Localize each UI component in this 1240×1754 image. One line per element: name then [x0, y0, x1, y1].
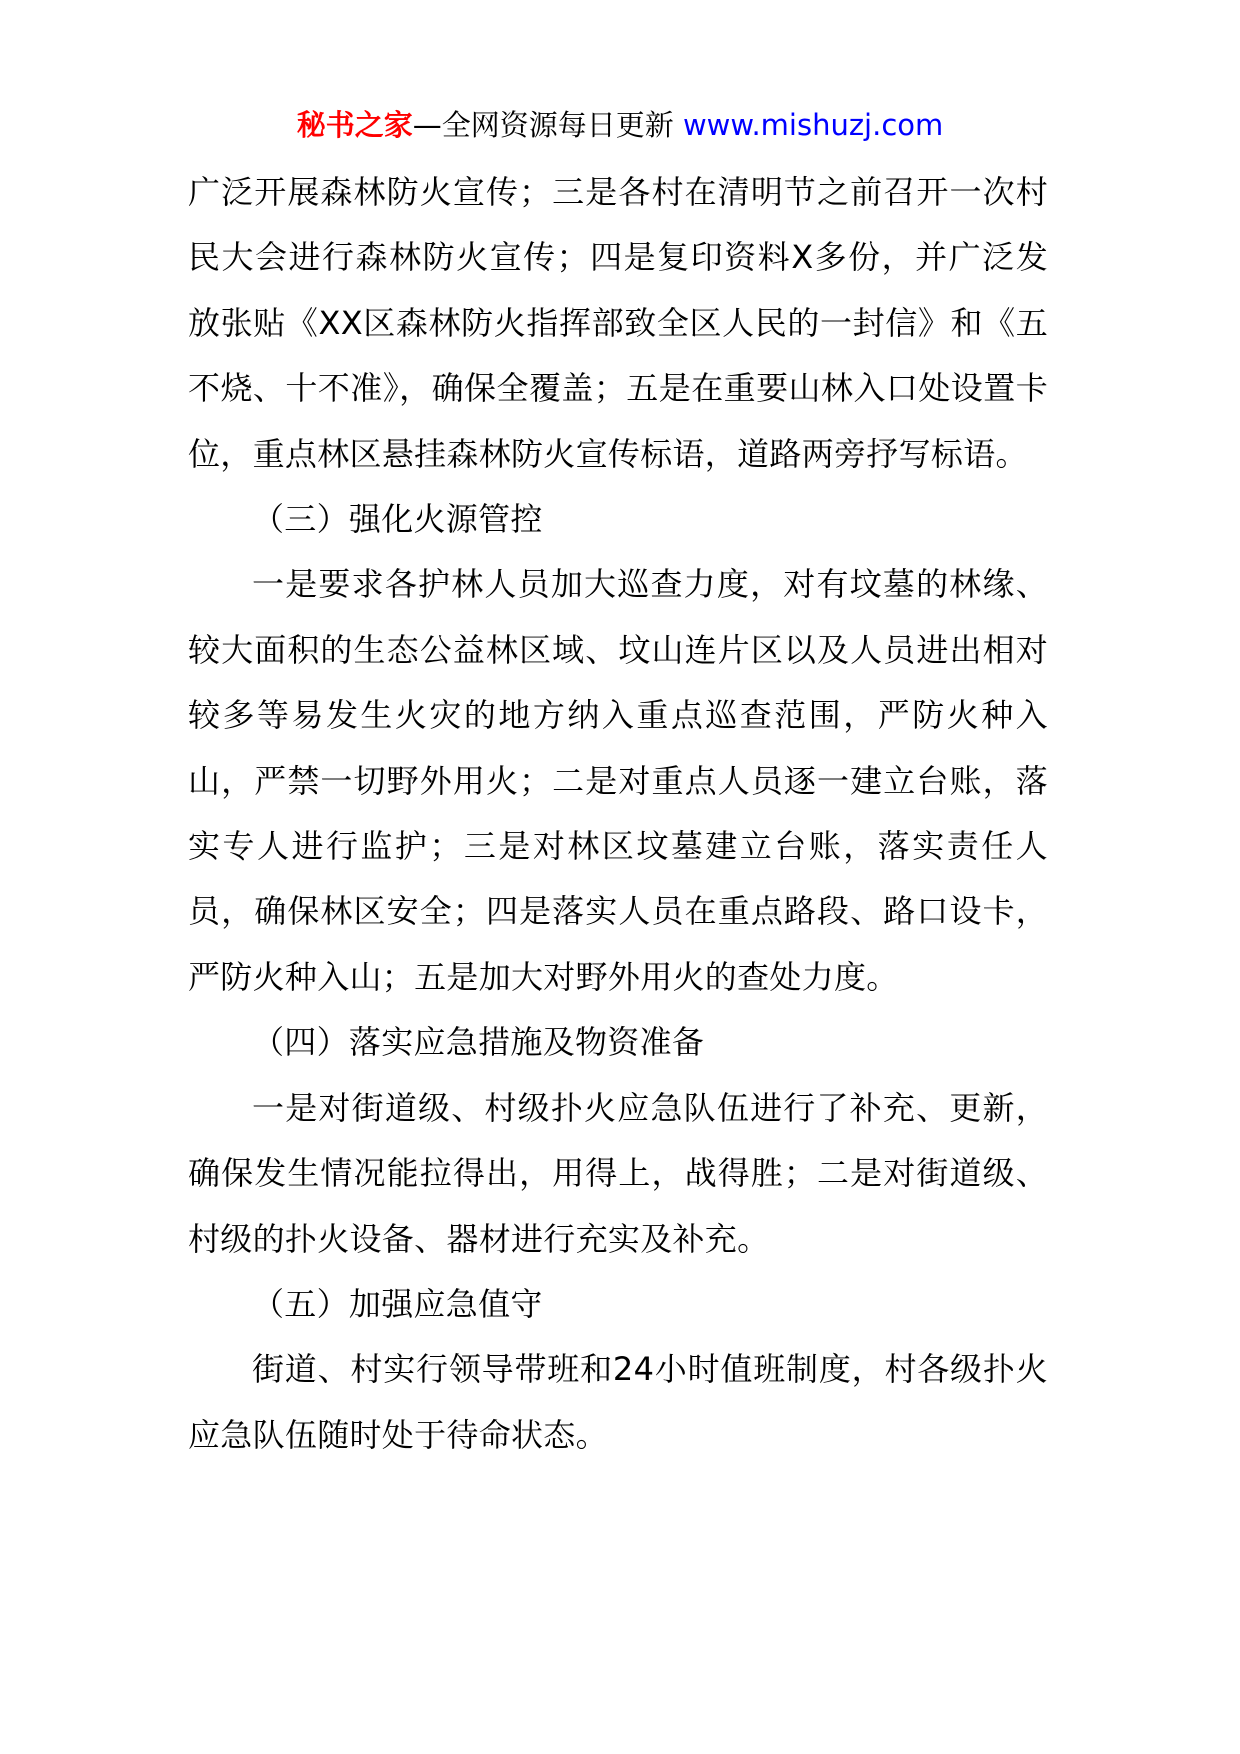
brand-name: 秘书之家 — [296, 108, 413, 142]
paragraph-emergency-measures: 一是对街道级、村级扑火应急队伍进行了补充、更新，确保发生情况能拉得出，用得上，战得胜；二是对街道级、村级的扑火设备、器材进行充实及补充。 — [188, 1088, 1048, 1258]
site-watermark-header — [0, 100, 1240, 150]
section-heading-5: （五）加强应急值守 — [252, 1284, 543, 1323]
section-heading-3: （三）强化火源管控 — [252, 500, 543, 539]
paragraph-emergency-duty: 街道、村实行领导带班和24小时值班制度，村各级扑火应急队伍随时处于待命状态。 — [188, 1350, 1048, 1454]
paragraph-fire-source-control: 一是要求各护林人员加大巡查力度，对有坟墓的林缘、较大面积的生态公益林区域、坟山连片区以及人员进出相对较多等易发生火灾的地方纳入重点巡查范围，严防火种入山，严禁一切野外用火；二是对重点人员逐一建立台账，落实专人进行监护；三是对林区坟墓建立台账，落实责任人员，确保林区安全；四是落实人员在重点路段、路口设卡，严防火种入山；五是加大对野外用火的查处力度。 — [188, 565, 1048, 996]
document-body — [188, 160, 1048, 1468]
section-heading-4: （四）落实应急措施及物资准备 — [252, 1023, 705, 1062]
header-tagline: —全网资源每日更新 — [412, 108, 683, 142]
website-link[interactable]: www.mishuzj.com — [682, 108, 944, 142]
paragraph-continued: 广泛开展森林防火宣传；三是各村在清明节之前召开一次村民大会进行森林防火宣传；四是复印资料X多份，并广泛发放张贴《XX区森林防火指挥部致全区人民的一封信》和《五不烧、十不准》，确保全覆盖；五是在重要山林入口处设置卡位，重点林区悬挂森林防火宣传标语，道路两旁抒写标语。 — [188, 173, 1048, 473]
